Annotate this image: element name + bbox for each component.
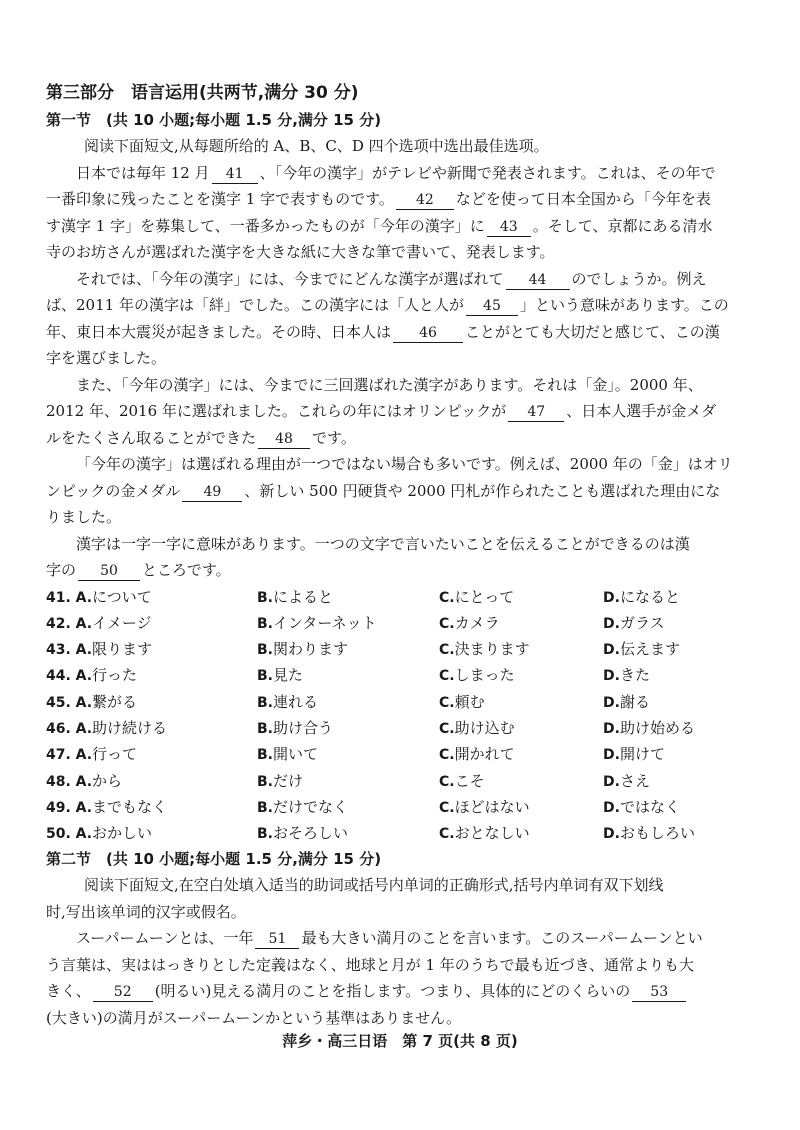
option-letter: C. — [439, 773, 455, 790]
option-text: しまった — [454, 666, 515, 685]
option-letter: B. — [257, 826, 273, 843]
passage-text: 字の — [46, 561, 77, 579]
option-text: 連れる — [273, 692, 319, 711]
option-text: さえ — [619, 771, 650, 790]
passage-text: 、「今年の漢字」がテレビや新聞で発表されます。これは、その年で — [259, 163, 716, 182]
option-choice[interactable] — [603, 794, 680, 821]
option-text: について — [92, 587, 152, 606]
option-text: だけでなく — [273, 797, 349, 816]
answer-blank-47[interactable]: 47 — [508, 403, 564, 422]
option-choice[interactable] — [46, 584, 152, 611]
option-choice[interactable] — [257, 689, 318, 716]
answer-blank-53[interactable]: 53 — [632, 983, 686, 1002]
option-text: 開けて — [619, 745, 665, 764]
page-footer: 萍乡・高三日语 第 7 页(共 8 页) — [282, 1032, 518, 1050]
passage-line — [46, 531, 758, 558]
question-number: 48. — [46, 773, 71, 790]
passage-line — [46, 345, 758, 372]
passage-text: 、新しい 500 円硬貨や 2000 円札が作られたことも選ばれた理由にな — [244, 481, 721, 500]
option-choice[interactable] — [439, 820, 530, 847]
option-text: 限ります — [92, 640, 153, 659]
option-letter: A. — [75, 589, 93, 606]
passage-line — [46, 372, 758, 399]
option-text: にとって — [454, 587, 515, 606]
question-number: 46. — [46, 720, 71, 737]
option-text: 伝えます — [619, 640, 680, 659]
passage-line — [46, 213, 758, 240]
option-text: ではなく — [619, 797, 680, 816]
section2-passage — [46, 925, 758, 1031]
option-choice[interactable] — [257, 584, 333, 611]
passage-text: 。そして、京都にある清水 — [532, 216, 713, 235]
passage-text: 年、東日本大震災が起きました。その時、日本人は — [46, 322, 392, 341]
passage-line — [46, 239, 758, 266]
question-row — [46, 768, 758, 794]
option-choice[interactable] — [439, 689, 485, 716]
passage-text: また、「今年の漢字」には、今までに三回選ばれた漢字があります。それは「金」。2000 年、 — [76, 375, 703, 394]
question-number: 49. — [46, 799, 71, 816]
option-letter: D. — [603, 642, 620, 659]
option-letter: D. — [603, 589, 620, 606]
option-letter: D. — [603, 694, 620, 711]
section1-title: 第一节 (共 10 小题;每小题 1.5 分,满分 15 分) — [46, 111, 382, 129]
option-text: ガラス — [619, 613, 665, 632]
question-row — [46, 662, 758, 688]
option-letter: A. — [75, 668, 93, 685]
answer-blank-45[interactable]: 45 — [466, 297, 518, 316]
passage-text: スーパームーンとは、一年 — [76, 929, 254, 948]
passage-text: ば、2011 年の漢字は「絆」でした。この漢字には「人と人が — [46, 296, 464, 314]
passage-text: う言葉は、実ははっきりとした定義はなく、地球と月が 1 年のうちで最も近づき、通常よりも大 — [46, 955, 695, 974]
option-choice[interactable] — [603, 768, 650, 795]
answer-blank-49[interactable]: 49 — [182, 483, 242, 502]
passage-line — [46, 398, 758, 425]
option-choice[interactable] — [257, 636, 348, 663]
section1-instruction: 阅读下面短文,从每题所给的 A、B、C、D 四个选项中选出最佳选项。 — [84, 137, 549, 155]
option-letter: B. — [257, 668, 273, 685]
passage-text: ンピックの金メダル — [46, 481, 181, 500]
passage-text: 日本では毎年 12 月 — [76, 163, 210, 182]
passage-line — [46, 186, 758, 213]
passage-text: 「今年の漢字」は選ばれる理由が一つではない場合も多いです。例えば、2000 年の「金」はオリ — [76, 455, 733, 473]
option-choice[interactable] — [603, 584, 680, 611]
passage-line — [46, 160, 758, 187]
option-choice[interactable] — [603, 636, 680, 663]
option-letter: A. — [75, 615, 93, 632]
option-letter: D. — [603, 720, 620, 737]
passage-line — [46, 978, 758, 1005]
option-letter: B. — [257, 773, 273, 790]
question-row — [46, 715, 758, 741]
option-text: おかしい — [92, 824, 153, 843]
option-letter: A. — [75, 826, 93, 843]
answer-blank-44[interactable]: 44 — [506, 271, 570, 290]
passage-line — [46, 925, 758, 952]
option-letter: C. — [439, 720, 455, 737]
option-letter: D. — [603, 826, 620, 843]
question-row — [46, 741, 758, 767]
question-row — [46, 794, 758, 820]
passage-text: 寺のお坊さんが選ばれた漢字を大きな紙に大きな筆で書いて、発表します。 — [46, 243, 555, 261]
option-letter: B. — [257, 799, 273, 816]
passage-text: (大きい)の満月がスーパームーンかという基準はありません。 — [46, 1008, 462, 1027]
passage-text: のでしょうか。例え — [571, 269, 707, 288]
option-text: きた — [619, 666, 650, 685]
exam-page — [46, 80, 758, 1031]
passage-line — [46, 952, 758, 979]
passage-text: (明るい)見える満月のことを指します。つまり、具体的にどのくらいの — [154, 982, 631, 1001]
option-choice[interactable] — [603, 820, 695, 847]
option-choice[interactable] — [439, 741, 515, 768]
option-choice[interactable] — [46, 636, 152, 663]
passage-line — [46, 292, 758, 319]
option-text: 頼む — [454, 692, 485, 711]
option-choice[interactable] — [257, 610, 377, 637]
question-row — [46, 610, 758, 636]
section2-instruction-line: 时,写出该单词的汉字或假名。 — [46, 902, 246, 921]
section2-title: 第二节 (共 10 小题;每小题 1.5 分,满分 15 分) — [46, 850, 382, 869]
option-text: おそろしい — [273, 824, 349, 843]
option-letter: D. — [603, 668, 620, 685]
answer-blank-52[interactable]: 52 — [93, 983, 153, 1002]
section1-passage — [46, 160, 758, 584]
option-choice[interactable] — [46, 715, 167, 742]
passage-text: 、日本人選手が金メダ — [566, 402, 717, 420]
option-text: 関わります — [273, 640, 349, 659]
option-letter: C. — [439, 615, 455, 632]
passage-line — [46, 451, 758, 478]
passage-text: ところです。 — [142, 561, 231, 579]
passage-text: りました。 — [46, 508, 122, 526]
passage-line — [46, 504, 758, 531]
answer-blank-42[interactable]: 42 — [396, 191, 454, 210]
option-text: によると — [273, 587, 334, 606]
option-choice[interactable] — [257, 715, 333, 742]
question-row — [46, 584, 758, 610]
option-letter: C. — [439, 589, 455, 606]
option-choice[interactable] — [439, 610, 500, 637]
option-text: インターネット — [273, 613, 377, 632]
answer-blank-48[interactable]: 48 — [258, 430, 310, 449]
answer-blank-46[interactable]: 46 — [393, 324, 463, 343]
option-text: 助け始める — [619, 718, 695, 737]
passage-line — [46, 266, 758, 293]
option-letter: B. — [257, 747, 273, 764]
question-number: 50. — [46, 826, 71, 843]
option-choice[interactable] — [603, 662, 650, 689]
option-letter: A. — [75, 747, 93, 764]
option-text: イメージ — [92, 613, 152, 632]
option-choice[interactable] — [46, 768, 122, 795]
option-choice[interactable] — [46, 610, 152, 637]
option-text: 決まります — [454, 640, 530, 659]
question-number: 41. — [46, 589, 71, 606]
question-row — [46, 820, 758, 846]
option-letter: C. — [439, 799, 455, 816]
option-letter: A. — [75, 720, 93, 737]
option-letter: C. — [439, 642, 455, 659]
option-text: おもしろい — [619, 824, 695, 843]
option-letter: B. — [257, 694, 273, 711]
option-letter: B. — [257, 642, 273, 659]
answer-blank-43[interactable]: 43 — [487, 218, 531, 237]
option-text: までもなく — [92, 797, 168, 816]
option-choice[interactable] — [257, 768, 303, 795]
option-letter: B. — [257, 720, 273, 737]
option-letter: A. — [75, 773, 93, 790]
option-choice[interactable] — [603, 689, 650, 716]
option-choice[interactable] — [439, 636, 530, 663]
option-choice[interactable] — [439, 584, 514, 611]
passage-line — [46, 319, 758, 346]
option-text: ほどはない — [454, 797, 530, 816]
option-choice[interactable] — [439, 768, 485, 795]
option-letter: C. — [439, 826, 455, 843]
option-text: 繋がる — [92, 692, 138, 711]
passage-text: 最も大きい満月のことを言います。このスーパームーンとい — [301, 929, 703, 948]
option-text: 謝る — [619, 692, 650, 711]
passage-line — [46, 478, 758, 505]
passage-line — [46, 425, 758, 452]
question-row — [46, 636, 758, 662]
option-letter: D. — [603, 747, 620, 764]
passage-text: す漢字 1 字」を募集して、一番多かったものが「今年の漢字」に — [46, 216, 485, 235]
option-choice[interactable] — [603, 741, 665, 768]
option-text: 行って — [92, 745, 138, 764]
question-row — [46, 689, 758, 715]
option-text: カメラ — [454, 613, 500, 632]
part-title: 第三部分 语言运用(共两节,满分 30 分) — [46, 83, 359, 103]
option-text: 見た — [273, 666, 304, 685]
option-text: こそ — [454, 771, 485, 790]
option-choice[interactable] — [46, 794, 167, 821]
section2-instruction-line: 阅读下面短文,在空白处填入适当的助词或括号内单词的正确形式,括号内单词有双下划线 — [84, 876, 664, 895]
option-choice[interactable] — [603, 610, 665, 637]
option-text: 助け合う — [273, 718, 334, 737]
option-letter: B. — [257, 615, 273, 632]
option-text: になると — [619, 587, 680, 606]
option-choice[interactable] — [46, 741, 137, 768]
passage-text: です。 — [312, 428, 356, 447]
option-letter: C. — [439, 694, 455, 711]
option-letter: A. — [75, 694, 93, 711]
option-text: 開いて — [273, 745, 319, 764]
question-list — [46, 584, 758, 847]
passage-text: 」という意味があります。この — [519, 296, 729, 314]
option-choice[interactable] — [257, 820, 348, 847]
answer-blank-50[interactable]: 50 — [78, 562, 140, 581]
option-letter: C. — [439, 747, 455, 764]
answer-blank-51[interactable]: 51 — [255, 930, 299, 949]
option-choice[interactable] — [603, 715, 695, 742]
passage-text: ことがとても大切だと感じて、この漢 — [465, 322, 720, 341]
question-number: 43. — [46, 642, 71, 659]
passage-text: 2012 年、2016 年に選ばれました。これらの年にはオリンピックが — [46, 402, 507, 420]
option-choice[interactable] — [257, 662, 303, 689]
option-text: 助け続ける — [92, 718, 168, 737]
option-choice[interactable] — [439, 662, 515, 689]
option-letter: B. — [257, 589, 273, 606]
answer-blank-41[interactable]: 41 — [212, 165, 258, 184]
question-number: 44. — [46, 668, 71, 685]
option-letter: C. — [439, 668, 455, 685]
option-text: 開かれて — [454, 745, 515, 764]
passage-text: それでは、「今年の漢字」には、今までにどんな漢字が選ばれて — [76, 269, 504, 288]
question-number: 45. — [46, 694, 71, 711]
option-choice[interactable] — [46, 820, 152, 847]
option-text: 行った — [92, 666, 138, 685]
question-number: 42. — [46, 615, 71, 632]
passage-text: などを使って日本全国から「今年を表 — [455, 190, 711, 208]
option-letter: D. — [603, 615, 620, 632]
option-text: おとなしい — [454, 824, 530, 843]
option-choice[interactable] — [46, 662, 137, 689]
option-letter: A. — [75, 642, 93, 659]
passage-text: 漢字は一字一字に意味があります。一つの文字で言いたいことを伝えることができるのは漢 — [76, 534, 690, 553]
option-choice[interactable] — [46, 689, 137, 716]
passage-line — [46, 1005, 758, 1032]
option-choice[interactable] — [439, 715, 515, 742]
option-text: だけ — [273, 771, 304, 790]
passage-text: ルをたくさん取ることができた — [46, 428, 257, 447]
option-text: から — [92, 771, 123, 790]
option-letter: A. — [75, 799, 93, 816]
passage-line — [46, 557, 758, 584]
option-choice[interactable] — [439, 794, 530, 821]
passage-text: 字を選びました。 — [46, 349, 167, 367]
option-letter: D. — [603, 773, 620, 790]
option-choice[interactable] — [257, 794, 348, 821]
passage-text: 一番印象に残ったことを漢字 1 字で表すものです。 — [46, 190, 394, 208]
option-choice[interactable] — [257, 741, 318, 768]
question-number: 47. — [46, 747, 71, 764]
passage-text: きく、 — [46, 982, 91, 1001]
option-text: 助け込む — [454, 718, 515, 737]
option-letter: D. — [603, 799, 620, 816]
